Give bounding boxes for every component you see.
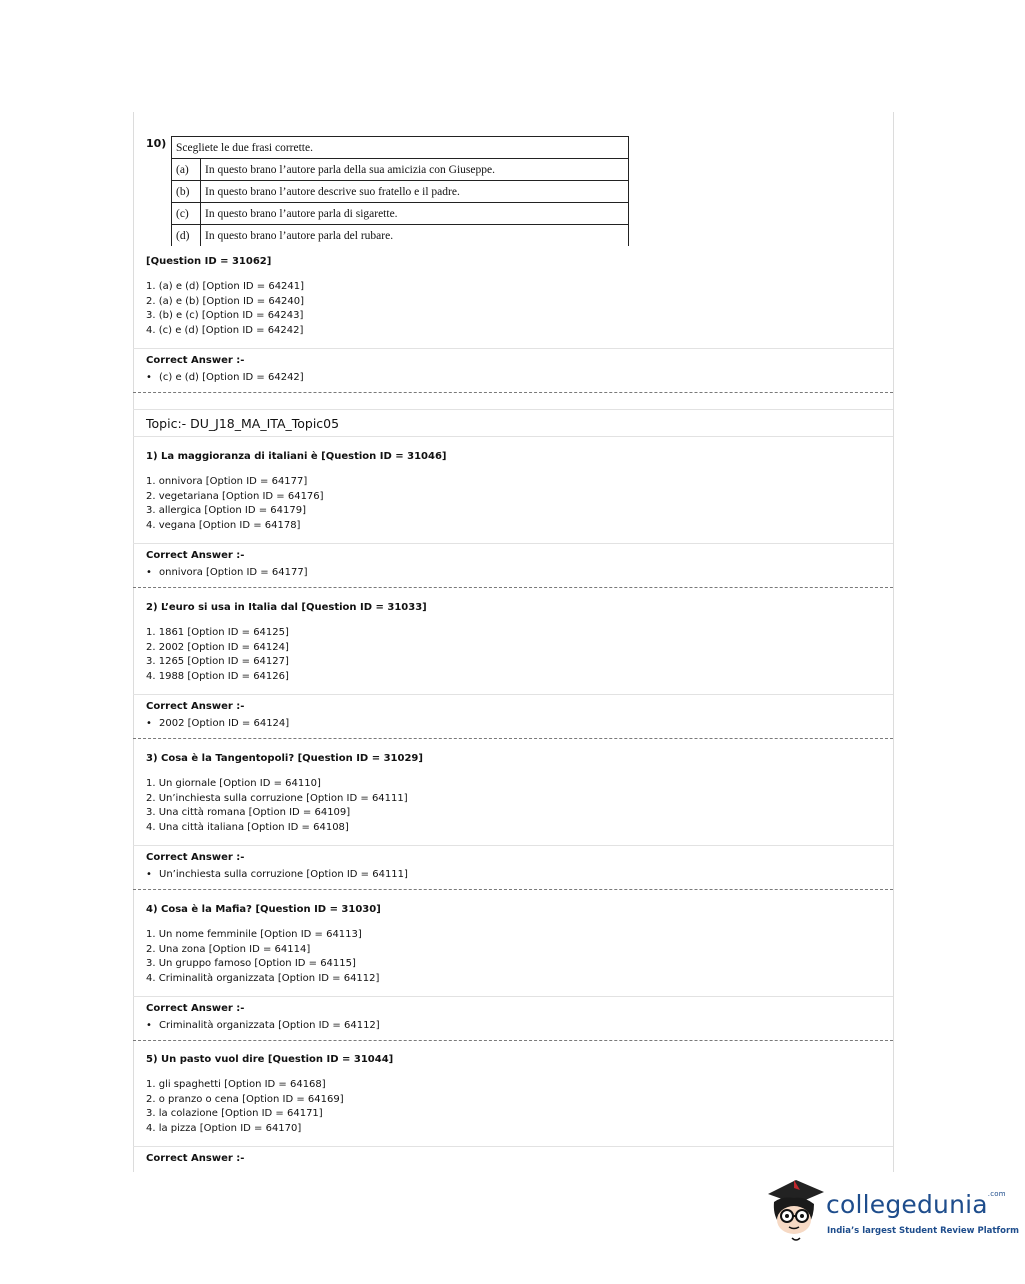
section-separator: [133, 1040, 893, 1041]
option: 3. Un gruppo famoso [Option ID = 64115]: [146, 958, 356, 970]
correct-answer-text: onnivora [Option ID = 64177]: [159, 567, 308, 578]
correct-answer-label: Correct Answer :-: [146, 1003, 245, 1014]
option: 2. Un’inchiesta sulla corruzione [Option ID = 64111]: [146, 792, 408, 804]
option: 4. Una città italiana [Option ID = 64108]: [146, 821, 349, 833]
row-text: In questo brano l’autore parla di sigarette.: [201, 203, 629, 225]
divider: [133, 348, 893, 349]
correct-answer: [146, 371, 304, 386]
option: 1. 1861 [Option ID = 64125]: [146, 627, 289, 638]
correct-answer-text: (c) e (d) [Option ID = 64242]: [159, 372, 304, 383]
divider: [133, 543, 893, 544]
option: 2. o pranzo o cena [Option ID = 64169]: [146, 1093, 344, 1105]
question-title: 2) L’euro si usa in Italia dal [Question ID = 31033]: [146, 602, 427, 613]
option-list: [146, 475, 324, 533]
brand-text: collegedunia: [826, 1190, 988, 1219]
option: 3. (b) e (c) [Option ID = 64243]: [146, 310, 304, 322]
question-table: [171, 136, 629, 246]
option: 4. (c) e (d) [Option ID = 64242]: [146, 324, 304, 336]
question-number: 10): [146, 137, 167, 150]
option: 2. 2002 [Option ID = 64124]: [146, 641, 289, 653]
correct-answer: [146, 868, 408, 883]
option-list: [146, 928, 379, 986]
option: 4. vegana [Option ID = 64178]: [146, 519, 301, 531]
option: 3. allergica [Option ID = 64179]: [146, 505, 306, 517]
option: 3. 1265 [Option ID = 64127]: [146, 656, 289, 668]
option: 2. (a) e (b) [Option ID = 64240]: [146, 295, 305, 307]
row-text: In questo brano l’autore parla del rubare.: [201, 225, 629, 247]
question-title: 5) Un pasto vuol dire [Question ID = 31044]: [146, 1054, 394, 1065]
option: 1. Un nome femminile [Option ID = 64113]: [146, 929, 362, 940]
divider: [133, 436, 893, 437]
section-separator: [133, 889, 893, 890]
option: 1. onnivora [Option ID = 64177]: [146, 476, 308, 487]
correct-answer-text: Criminalità organizzata [Option ID = 64112]: [159, 1020, 380, 1031]
row-key: (d): [172, 225, 201, 247]
bullet-icon: •: [146, 718, 152, 729]
brand-suffix: .com: [987, 1190, 1006, 1198]
divider: [133, 409, 893, 410]
correct-answer-label: Correct Answer :-: [146, 550, 245, 561]
option: 3. Una città romana [Option ID = 64109]: [146, 807, 351, 819]
brand-name: [826, 1190, 1006, 1219]
section-separator: [133, 738, 893, 739]
row-text: In questo brano l’autore parla della sua amicizia con Giuseppe.: [201, 159, 629, 181]
collegedunia-mascot-icon: [764, 1176, 826, 1246]
option: 4. 1988 [Option ID = 64126]: [146, 670, 289, 682]
bullet-icon: •: [146, 1020, 152, 1031]
bullet-icon: •: [146, 869, 152, 880]
question-id: [Question ID = 31062]: [146, 256, 272, 267]
question-title: 3) Cosa è la Tangentopoli? [Question ID = 31029]: [146, 753, 423, 764]
option: 2. vegetariana [Option ID = 64176]: [146, 490, 324, 502]
option-list: [146, 626, 289, 684]
bullet-icon: •: [146, 372, 152, 383]
question-title: 4) Cosa è la Mafia? [Question ID = 31030]: [146, 904, 381, 915]
option-list: [146, 280, 304, 338]
correct-answer: [146, 717, 289, 732]
divider: [133, 996, 893, 997]
option: 1. gli spaghetti [Option ID = 64168]: [146, 1079, 326, 1090]
option: 1. Un giornale [Option ID = 64110]: [146, 778, 321, 789]
option-list: [146, 777, 408, 835]
row-key: (b): [172, 181, 201, 203]
divider: [133, 1146, 893, 1147]
bullet-icon: •: [146, 567, 152, 578]
section-separator: [133, 392, 893, 393]
option: 4. Criminalità organizzata [Option ID = 64112]: [146, 972, 380, 984]
question-title: 1) La maggioranza di italiani è [Question ID = 31046]: [146, 451, 447, 462]
question-prompt: Scegliete le due frasi corrette.: [172, 137, 629, 159]
row-text: In questo brano l’autore descrive suo fratello e il padre.: [201, 181, 629, 203]
option: 4. la pizza [Option ID = 64170]: [146, 1122, 302, 1134]
option: 1. (a) e (d) [Option ID = 64241]: [146, 281, 305, 292]
correct-answer: [146, 1019, 380, 1034]
row-key: (a): [172, 159, 201, 181]
correct-answer-label: Correct Answer :-: [146, 701, 245, 712]
option: 2. Una zona [Option ID = 64114]: [146, 943, 311, 955]
option-list: [146, 1078, 344, 1136]
option: 3. la colazione [Option ID = 64171]: [146, 1108, 323, 1120]
correct-answer-label: Correct Answer :-: [146, 1153, 245, 1164]
divider: [133, 694, 893, 695]
correct-answer-label: Correct Answer :-: [146, 852, 245, 863]
correct-answer-text: Un’inchiesta sulla corruzione [Option ID = 64111]: [159, 869, 408, 880]
correct-answer-label: Correct Answer :-: [146, 355, 245, 366]
brand-tagline: India’s largest Student Review Platform: [827, 1226, 1019, 1236]
correct-answer-text: 2002 [Option ID = 64124]: [159, 718, 290, 729]
divider: [133, 845, 893, 846]
topic-heading: Topic:- DU_J18_MA_ITA_Topic05: [146, 416, 340, 431]
section-separator: [133, 587, 893, 588]
correct-answer: [146, 566, 308, 581]
row-key: (c): [172, 203, 201, 225]
